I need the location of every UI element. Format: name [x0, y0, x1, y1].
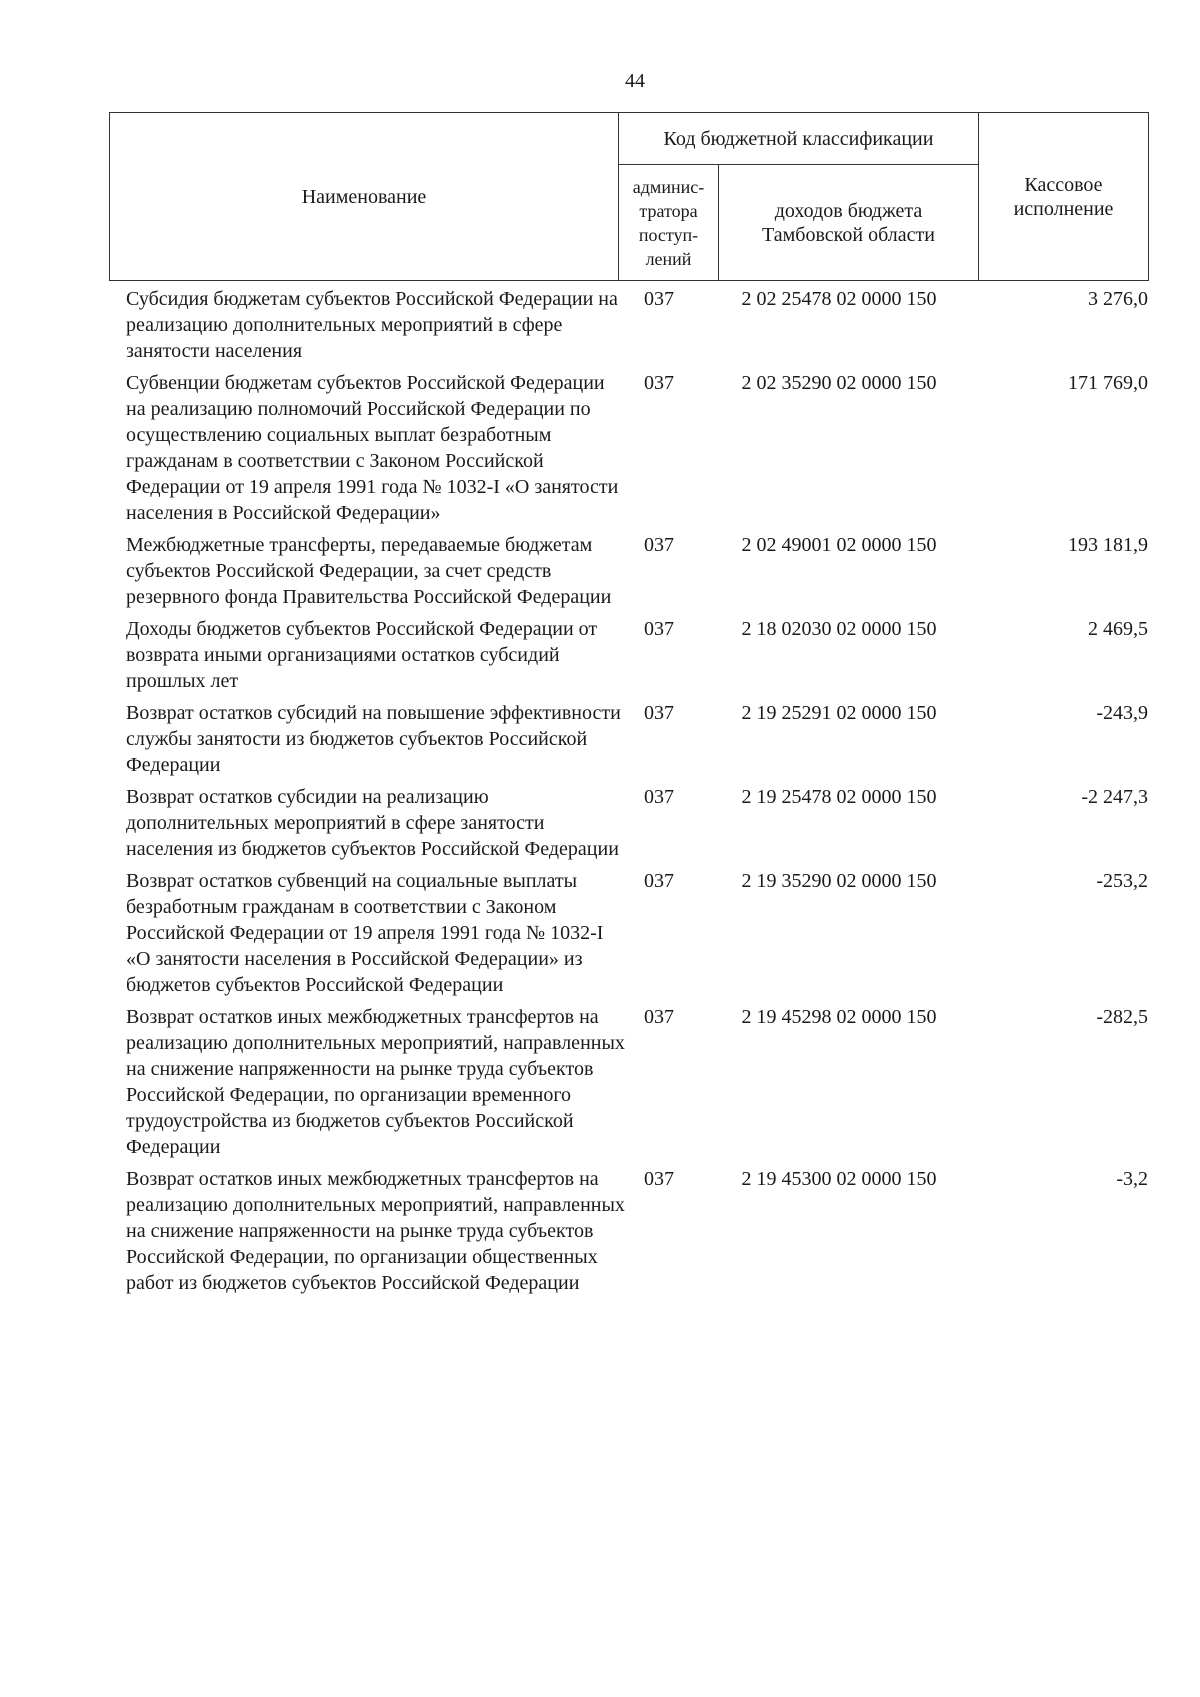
row-admin-code: 037	[644, 372, 674, 394]
row-amount: 2 469,5	[1088, 618, 1148, 640]
row-income-code: 2 19 25291 02 0000 150	[741, 702, 937, 724]
header-code-group: Код бюджетной классификации	[619, 113, 979, 165]
table-row	[109, 370, 1148, 526]
header-execution: Кассовое исполнение	[979, 113, 1149, 281]
table-row	[109, 286, 1148, 364]
header-income: доходов бюджета Тамбовской области	[719, 165, 979, 281]
row-amount: 193 181,9	[1068, 534, 1148, 556]
row-name: Доходы бюджетов субъектов Российской Федерации от возврата иными организациями остатков субсидий прошлых лет	[126, 618, 598, 692]
row-name: Возврат остатков иных межбюджетных трансфертов на реализацию дополнительных мероприятий, направленных на снижение напряженности на рынке труда субъектов Российской Федерации, по организации общественных работ из бюджетов субъектов Российской Федерации	[126, 1168, 625, 1294]
row-name: Возврат остатков субвенций на социальные выплаты безработным гражданам в соответствии с Законом Российской Федерации от 19 апреля 1991 года № 1032-I «О занятости населения в Российской Федерации» из бюджетов субъектов Российской Федерации	[126, 870, 604, 996]
table-row	[109, 1004, 1148, 1160]
row-amount: -282,5	[1096, 1006, 1148, 1028]
row-income-code: 2 02 25478 02 0000 150	[741, 288, 937, 310]
row-name: Возврат остатков субсидий на повышение эффективности службы занятости из бюджетов субъектов Российской Федерации	[126, 702, 621, 776]
row-name: Межбюджетные трансферты, передаваемые бюджетам субъектов Российской Федерации, за счет средств резервного фонда Правительства Российской Федерации	[126, 534, 612, 608]
row-admin-code: 037	[644, 1006, 674, 1028]
row-income-code: 2 02 35290 02 0000 150	[741, 372, 937, 394]
row-admin-code: 037	[644, 702, 674, 724]
row-admin-code: 037	[644, 288, 674, 310]
row-income-code: 2 18 02030 02 0000 150	[741, 618, 937, 640]
table-row	[109, 784, 1148, 862]
row-name: Субвенции бюджетам субъектов Российской Федерации на реализацию полномочий Российской Федерации по осуществлению социальных выплат безработным гражданам в соответствии с Законом Российской Федерации от 19 апреля 1991 года № 1032-I «О занятости населения в Российской Федерации»	[126, 372, 619, 524]
table-row	[109, 1166, 1148, 1296]
table-row	[109, 532, 1148, 610]
page-number: 44	[625, 70, 645, 92]
table-row	[109, 700, 1148, 778]
row-name: Субсидия бюджетам субъектов Российской Федерации на реализацию дополнительных мероприятий в сфере занятости населения	[126, 288, 618, 362]
table-header	[109, 112, 1149, 281]
row-amount: 171 769,0	[1068, 372, 1148, 394]
header-name: Наименование	[110, 113, 619, 281]
row-admin-code: 037	[644, 786, 674, 808]
row-amount: -3,2	[1116, 1168, 1148, 1190]
row-amount: 3 276,0	[1088, 288, 1148, 310]
table-row	[109, 616, 1148, 694]
header-admin: админис- тратора поступ- лений	[619, 165, 719, 281]
row-amount: -253,2	[1096, 870, 1148, 892]
row-name: Возврат остатков субсидии на реализацию дополнительных мероприятий в сфере занятости населения из бюджетов субъектов Российской Федерации	[126, 786, 619, 860]
row-income-code: 2 19 45300 02 0000 150	[741, 1168, 937, 1190]
row-amount: -2 247,3	[1081, 786, 1148, 808]
row-admin-code: 037	[644, 1168, 674, 1190]
table-row	[109, 868, 1148, 998]
row-income-code: 2 19 45298 02 0000 150	[741, 1006, 937, 1028]
row-income-code: 2 19 35290 02 0000 150	[741, 870, 937, 892]
row-name: Возврат остатков иных межбюджетных трансфертов на реализацию дополнительных мероприятий, направленных на снижение напряженности на рынке труда субъектов Российской Федерации, по организации временного трудоустройства из бюджетов субъектов Российской Федерации	[126, 1006, 625, 1158]
row-admin-code: 037	[644, 534, 674, 556]
row-income-code: 2 19 25478 02 0000 150	[741, 786, 937, 808]
table-body	[109, 286, 1148, 1302]
row-income-code: 2 02 49001 02 0000 150	[741, 534, 937, 556]
row-admin-code: 037	[644, 870, 674, 892]
row-admin-code: 037	[644, 618, 674, 640]
row-amount: -243,9	[1096, 702, 1148, 724]
